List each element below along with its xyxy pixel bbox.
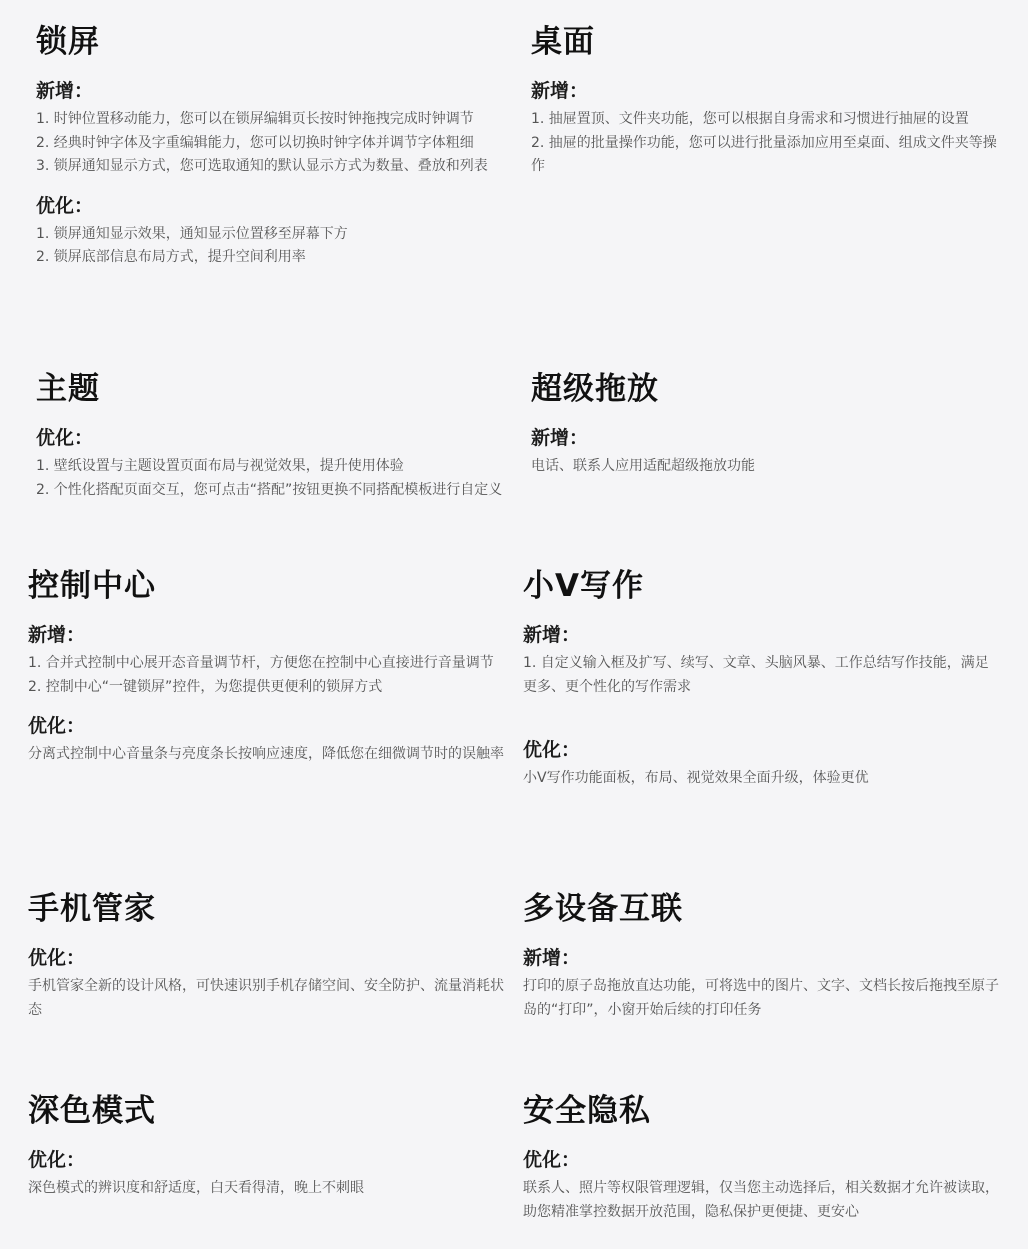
section-lockscreen: [36, 22, 506, 270]
section-title: 控制中心: [28, 568, 156, 604]
new-label: 新增：: [531, 427, 589, 449]
list-item: 1. 抽屉置顶、文件夹功能，您可以根据自身需求和习惯进行抽屉的设置: [531, 111, 969, 127]
opt-label: 优化：: [28, 715, 86, 737]
opt-list: [523, 1177, 1001, 1224]
new-list: [28, 652, 504, 699]
opt-list: [28, 743, 504, 767]
new-list: [531, 108, 1009, 179]
new-label: 新增：: [523, 624, 581, 646]
list-item: 2. 抽屉的批量操作功能，您可以进行批量添加应用至桌面、组成文件夹等操作: [531, 134, 997, 174]
list-item: 电话、联系人应用适配超级拖放功能: [531, 458, 755, 474]
section-title: 多设备互联: [523, 891, 683, 927]
section-phone-manager: [28, 889, 504, 1022]
opt-label: 优化：: [28, 1149, 86, 1171]
section-title: 安全隐私: [523, 1093, 651, 1129]
new-label: 新增：: [36, 80, 94, 102]
list-item: 深色模式的辨识度和舒适度，白天看得清，晚上不刺眼: [28, 1180, 364, 1196]
new-list: [523, 652, 1001, 699]
section-title: 深色模式: [28, 1093, 156, 1129]
section-title: 锁屏: [36, 24, 100, 60]
opt-list: [36, 223, 506, 270]
list-item: 1. 锁屏通知显示效果，通知显示位置移至屏幕下方: [36, 225, 348, 242]
opt-label: 优化：: [28, 947, 86, 969]
section-multi-device: [523, 889, 1001, 1022]
opt-list: [523, 767, 1001, 791]
list-item: 手机管家全新的设计风格，可快速识别手机存储空间、安全防护、流量消耗状态: [28, 978, 504, 1018]
opt-label: 优化：: [36, 427, 94, 449]
opt-list: [28, 1177, 504, 1201]
list-item: 1. 时钟位置移动能力，您可以在锁屏编辑页长按时钟拖拽完成时钟调节: [36, 111, 474, 127]
section-dark-mode: [28, 1091, 504, 1201]
list-item: 2. 锁屏底部信息布局方式，提升空间利用率: [36, 249, 306, 265]
list-item: 联系人、照片等权限管理逻辑，仅当您主动选择后，相关数据才允许被读取，助您精准掌控数据开放范围，隐私保护更便捷、更安心: [523, 1180, 999, 1220]
list-item: 小V写作功能面板，布局、视觉效果全面升级，体验更优: [523, 770, 869, 786]
section-title: 超级拖放: [531, 371, 659, 407]
new-label: 新增：: [531, 80, 589, 102]
opt-list: [28, 975, 504, 1022]
list-item: 2. 控制中心“一键锁屏”控件，为您提供更便利的锁屏方式: [28, 678, 383, 695]
list-item: 分离式控制中心音量条与亮度条长按响应速度，降低您在细微调节时的误触率: [28, 746, 504, 762]
new-label: 新增：: [523, 947, 581, 969]
opt-label: 优化：: [523, 739, 581, 761]
section-title: 小V写作: [523, 568, 644, 604]
opt-list: [36, 455, 512, 502]
list-item: 3. 锁屏通知显示方式，您可选取通知的默认显示方式为数量、叠放和列表: [36, 158, 488, 174]
section-control-center: [28, 566, 504, 767]
list-item: 2. 个性化搭配页面交互，您可点击“搭配”按钮更换不同搭配模板进行自定义: [36, 481, 503, 498]
section-title: 主题: [36, 371, 100, 407]
section-title: 手机管家: [28, 891, 156, 927]
list-item: 1. 壁纸设置与主题设置页面布局与视觉效果，提升使用体验: [36, 458, 404, 474]
opt-label: 优化：: [36, 194, 94, 217]
section-super-drag: [531, 369, 1009, 479]
section-title: 桌面: [531, 24, 595, 60]
new-list: [531, 455, 1009, 479]
section-v-writing: [523, 566, 1001, 791]
list-item: 1. 合并式控制中心展开态音量调节杆，方便您在控制中心直接进行音量调节: [28, 655, 494, 671]
opt-label: 优化：: [523, 1149, 581, 1171]
list-item: 1. 自定义输入框及扩写、续写、文章、头脑风暴、工作总结写作技能，满足更多、更个性化的写作需求: [523, 655, 989, 695]
section-security-privacy: [523, 1091, 1001, 1224]
new-list: [523, 975, 1001, 1022]
section-desktop: [531, 22, 1009, 179]
section-theme: [36, 369, 512, 502]
new-label: 新增：: [28, 624, 86, 646]
new-list: [36, 108, 506, 179]
list-item: 打印的原子岛拖放直达功能，可将选中的图片、文字、文档长按后拖拽至原子岛的“打印”，小窗开始后续的打印任务: [523, 978, 999, 1018]
list-item: 2. 经典时钟字体及字重编辑能力，您可以切换时钟字体并调节字体粗细: [36, 134, 474, 151]
